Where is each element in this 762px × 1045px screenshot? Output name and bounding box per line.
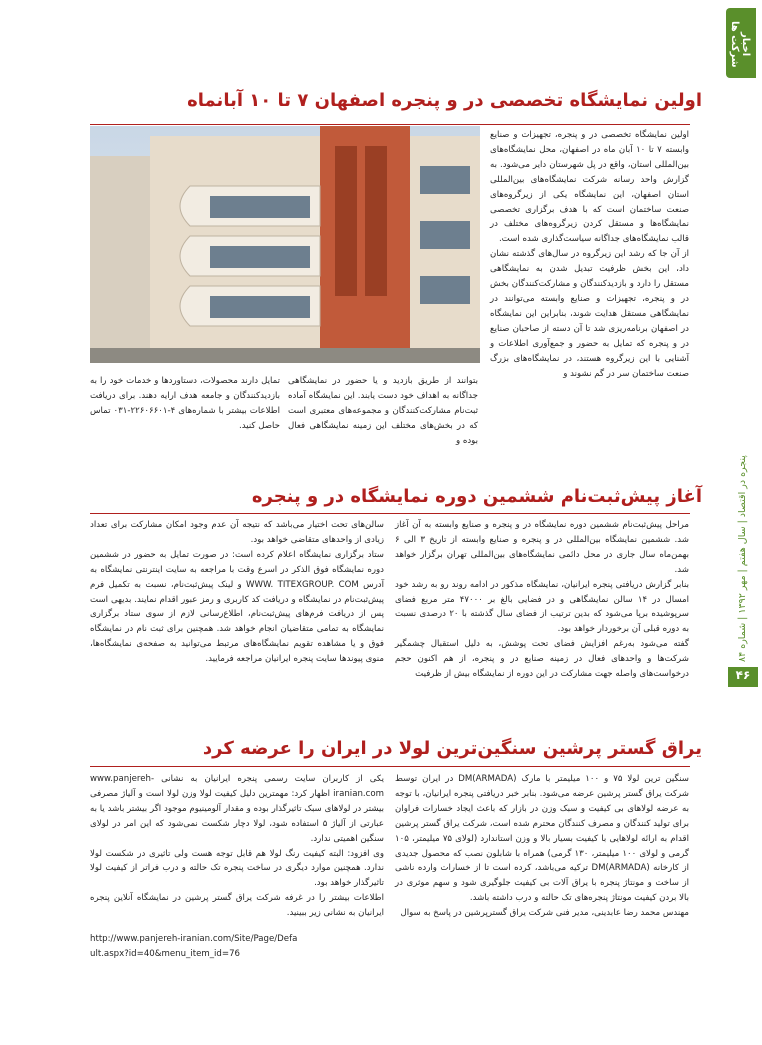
article1-rule xyxy=(90,124,690,125)
article2-paragraph: گفته می‌شود به‌رغم افزایش فضای تحت پوشش، به دلیل استقبال چشمگیر شرکت‌ها و واحدهای فعال در زمینه صنایع در و پنجره، از هم اکنون حجم درخواست‌های واصله جهت مشارکت در این دوره از نمایشگاه بیش از ظرفیت xyxy=(395,639,689,680)
article1-title: اولین نمایشگاه تخصصی در و پنجره اصفهان ۷ تا ۱۰ آبانماه xyxy=(187,90,702,111)
building-photo xyxy=(90,126,480,363)
section-tab-label: اخبار شرکت ها xyxy=(729,20,751,68)
article3-column-right xyxy=(395,772,689,921)
article3-rule xyxy=(90,766,690,767)
article1-paragraph: اولین نمایشگاه تخصصی در و پنجره، تجهیزات و صنایع وابسته ۷ تا ۱۰ آبان ماه در اصفهان، محل نمایشگاه‌های بین‌المللی استان، واقع در پل شهرستان دایر می‌شود. به گزارش واحد رسانه شرکت نمایشگاه‌های بین‌المللی استان اصفهان، این نمایشگاه یکی از زیرگروه‌های صنعت ساختمان است که با هدف برگزاری تخصصی نمایشگاه‌ها و مستقل کردن زیرگروه‌های مختلف در قالب نمایشگاه‌های جداگانه سیاست‌گذاری شده است. xyxy=(490,130,689,245)
article2-rule xyxy=(90,513,690,514)
building-illustration xyxy=(90,126,480,363)
page-number: ۴۶ xyxy=(735,668,751,682)
article3-paragraph: اطلاعات بیشتر را در غرفه شرکت یراق گستر پرشین در نمایشگاه آنلاین پنجره ایرانیان به نشانی زیر ببینید. xyxy=(90,893,384,919)
article2-paragraph: مراحل پیش‌ثبت‌نام ششمین دوره نمایشگاه در و پنجره و صنایع وابسته به آن آغاز شد. ششمین نمایشگاه بین‌المللی در و پنجره و صنایع وابسته از تاریخ ۳ الی ۶ بهمن‌ماه سال جاری در محل دائمی نمایشگاه‌های بین‌المللی تهران برگزار خواهد شد. xyxy=(395,520,689,575)
article3-paragraph: مهندس محمد رضا عابدینی، مدیر فنی شرکت یراق گسترپرشین در پاسخ به سوال xyxy=(400,908,689,919)
article3-paragraph: وی افزود: البته کیفیت رنگ لولا هم قابل توجه هست ولی تاثیری در شکست لولا ندارد. همچنین موارد دیگری در ساخت پنجره تک حالته و درب فراتر از کیفیت لولا تاثیرگذار خواهد بود. xyxy=(90,848,384,889)
article3-paragraph: سنگین ترین لولا ۷۵ و ۱۰۰ میلیمتر با مارک (DM(ARMADA در ایران توسط شرکت یراق گستر پرشین عرضه می‌شود. بنابر خبر دریافتی پنجره ایرانیان، با توجه به عرضه لولاهای بی کیفیت و سبک وزن در بازار که باعث ایجاد خسارات فراوان برای تولید کنندگان و مصرف کنندگان محترم شده است، شرکت یراق گستر پرشین اقدام به ارائه لولاهایی با کیفیت بسیار بالا و وزن استاندارد (لولای ۷۵ میلیمتر، ۱۰۵ گرمی و لولای ۱۰۰ میلیمتر، ۱۳۰ گرمی) همراه با شابلون نصب که محصول جدیدی از کارخانه (DM(ARMADA ترکیه می‌باشد، کرده است تا از خسارات وارده ناشی از ساخت و مونتاژ پنجره با یراق آلات بی کیفیت جلوگیری شود و سهم موثری در بالا بردن کیفیت مونتاژ پنجره‌های تک حالته و درب داشته باشد. xyxy=(395,774,689,904)
article2-column-right xyxy=(395,518,689,682)
article2-column-left xyxy=(90,518,384,667)
article3-column-left xyxy=(90,772,384,921)
article2-paragraph: ستاد برگزاری نمایشگاه اعلام کرده است: در صورت تمایل به حضور در ششمین دوره نمایشگاه فوق الذکر در اسرع وقت با مراجعه به سایت اینترنتی نمایشگاه به آدرس WWW. TITEXGROUP. COM و لینک پیش‌ثبت‌نام، نسبت به تکمیل فرم پیش‌ثبت‌نام در نمایشگاه و دریافت کد کاربری و رمز عبور اقدام نمایند. بدیهی است پس از دریافت فرم‌های پیش‌ثبت‌نام، اطلاع‌رسانی لازم از سوی ستاد برگزاری نمایشگاه به تمامی متقاضیان انجام خواهد شد. همچنین برای ثبت نام در نمایشگاه فوق و یا مشاهده تقویم نمایشگاه‌های مرتبط می‌توانید به صفحه‌ی نمایشگاه‌ها، منوی پیوندها سایت پنجره ایرانیان مراجعه فرمایید. xyxy=(90,549,384,665)
article1-paragraph: از آن جا که رشد این زیرگروه در سال‌های گذشته نشان داد، این بخش ظرفیت تبدیل شدن به نمایشگاهی مستقل را دارد و بازدیدکنندگان و مشارکت‌کنندگان بخش در و پنجره، تجهیزات و صنایع وابسته می‌توانند در نمایشگاهی مستقل هدایت شوند، بنابراین این نمایشگاه در اصفهان برنامه‌ریزی شد تا آن دسته از صاحبان صنایع در و پنجره که تمایل به حضور و جمع‌آوری اطلاعات و آشنایی با این زیرگروه هستند، در نمایشگاه‌های بزرگ صنعت ساختمان سر در گم نشوند و xyxy=(490,249,689,379)
article2-paragraph: بنابر گزارش دریافتی پنجره ایرانیان، نمایشگاه مذکور در ادامه روند رو به رشد خود امسال در ۱۴ سالن نمایشگاهی و در فضایی بالغ بر ۴۷۰۰۰ متر مربع فضای سرپوشیده برپا می‌شود که بدین ترتیب از فضای سال گذشته با ۲۰ درصدی نسبت به دوره قبلی آن برخوردار خواهد بود. xyxy=(395,579,689,635)
issue-vertical-label: پنجره در اقتصاد | سال هفتم | مهر ۱۳۹۲ | شماره ۸۴ xyxy=(737,455,748,662)
article1-column-middle: بتوانند از طریق بازدید و یا حضور در نمایشگاهی جداگانه به اهداف خود دست یابند. این نمایشگاه آماده ثبت‌نام مشارکت‌کنندگان و مجموعه‌های معتبری است که در بخش‌های مختلف این زمینه نمایشگاهی فعال بوده و xyxy=(288,376,478,446)
article2-paragraph: سالن‌های تحت اختیار می‌باشد که نتیجه آن عدم وجود امکان مشارکت برای تعداد زیادی از واحدهای متقاضی خواهد بود. xyxy=(90,520,384,545)
article3-title: یراق گستر پرشین سنگین‌ترین لولا در ایران را عرضه کرد xyxy=(202,738,702,759)
article3-link[interactable]: http://www.panjereh-iranian.com/Site/Page/Default.aspx?id=40&menu_item_id=76 xyxy=(90,934,298,959)
article3-paragraph: یکی از کاربران سایت رسمی پنجره ایرانیان به نشانی www.panjereh-iranian.com اظهار کرد: مهمترین دلیل کیفیت لولا وزن لولا است و آلیاژ مصرفی بیشتر در لولاهای سبک تاثیرگذار بوده و مقدار آلومینیوم موجود اگر بیشتر باشد یا به عبارتی از آلیاژ ۵ استفاده شود، لولا دچار شکست نمی‌شود که این امر در لولای سنگین اهمیتی ندارد. xyxy=(90,774,384,844)
article1-column-right xyxy=(490,128,689,381)
article1-column-left: تمایل دارند محصولات، دستاوردها و خدمات خود را به بازدیدکنندگان و جامعه هدف ارایه دهند. برای دریافت اطلاعات بیشتر با شماره‌های ۴-۲۲۶۰۶۶۰۱-۰۳۱ تماس حاصل کنید. xyxy=(90,376,280,431)
article2-title: آغاز پیش‌ثبت‌نام ششمین دوره نمایشگاه در و پنجره xyxy=(251,486,702,507)
